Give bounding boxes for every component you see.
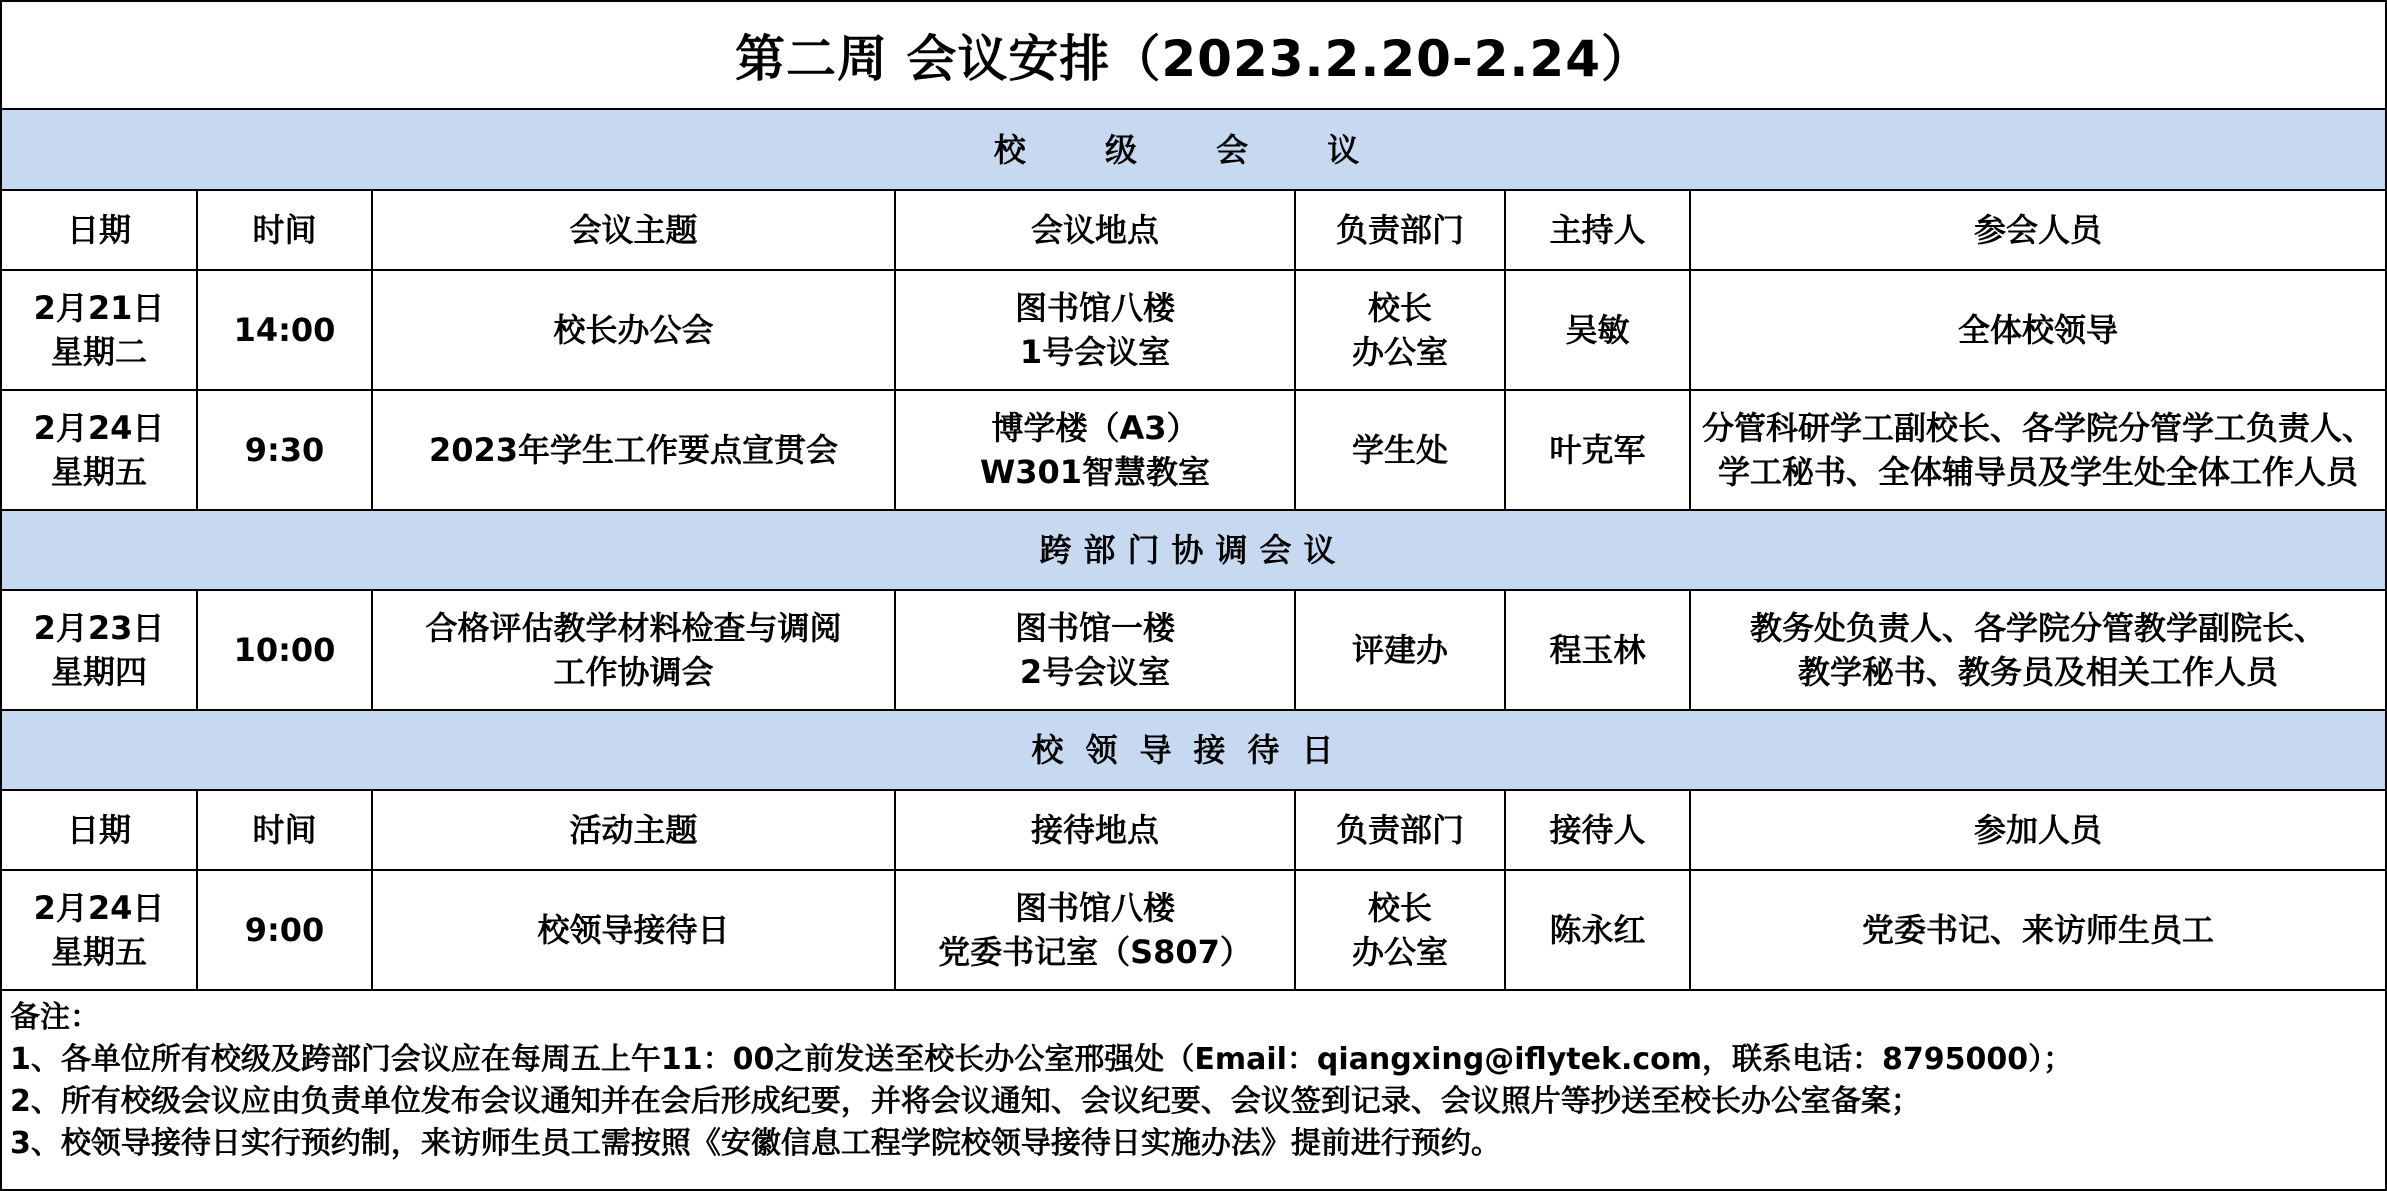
notes-label: 备注： bbox=[10, 1000, 100, 1035]
note-item: 1、各单位所有校级及跨部门会议应在每周五上午11：00之前发送至校长办公室邢强处（Email：qiangxing@iflytek.com，联系电话：8795000）； bbox=[10, 1042, 2074, 1077]
date-cell: 2月21日 星期二 bbox=[2, 270, 197, 390]
dept-cell: 校长 办公室 bbox=[1295, 270, 1505, 390]
host-cell: 陈永红 bbox=[1505, 870, 1690, 990]
location-cell: 图书馆八楼 党委书记室（S807） bbox=[895, 870, 1295, 990]
topic-cell: 校长办公会 bbox=[372, 270, 895, 390]
notes-section bbox=[2, 991, 2385, 1171]
section-header-reception bbox=[2, 710, 2385, 790]
dept-cell: 学生处 bbox=[1295, 390, 1505, 510]
time-cell: 14:00 bbox=[197, 270, 372, 390]
table-row bbox=[2, 270, 2385, 390]
attendees-cell: 分管科研学工副校长、各学院分管学工负责人、 学工秘书、全体辅导员及学生处全体工作人员 bbox=[1690, 390, 2385, 510]
host-cell: 叶克军 bbox=[1505, 390, 1690, 510]
dept-cell: 评建办 bbox=[1295, 590, 1505, 710]
column-header-attendees: 参会人员 bbox=[1690, 190, 2385, 270]
time-cell: 10:00 bbox=[197, 590, 372, 710]
location-cell: 图书馆一楼 2号会议室 bbox=[895, 590, 1295, 710]
section-header-cross bbox=[2, 510, 2385, 590]
host-cell: 吴敏 bbox=[1505, 270, 1690, 390]
column-header-host: 接待人 bbox=[1505, 790, 1690, 870]
topic-cell: 2023年学生工作要点宣贯会 bbox=[372, 390, 895, 510]
attendees-cell: 全体校领导 bbox=[1690, 270, 2385, 390]
location-cell: 博学楼（A3） W301智慧教室 bbox=[895, 390, 1295, 510]
column-header-row bbox=[2, 790, 2385, 870]
column-header-location: 会议地点 bbox=[895, 190, 1295, 270]
column-header-host: 主持人 bbox=[1505, 190, 1690, 270]
column-header-time: 时间 bbox=[197, 790, 372, 870]
time-cell: 9:00 bbox=[197, 870, 372, 990]
host-cell: 程玉林 bbox=[1505, 590, 1690, 710]
date-cell: 2月24日 星期五 bbox=[2, 390, 197, 510]
section-title-school: 校 级 会 议 bbox=[2, 110, 2385, 190]
note-item: 2、所有校级会议应由负责单位发布会议通知并在会后形成纪要，并将会议通知、会议纪要、会议签到记录、会议照片等抄送至校长办公室备案； bbox=[10, 1084, 1921, 1119]
attendees-cell: 教务处负责人、各学院分管教学副院长、 教学秘书、教务员及相关工作人员 bbox=[1690, 590, 2385, 710]
date-cell: 2月24日 星期五 bbox=[2, 870, 197, 990]
page-title: 第二周 会议安排（2023.2.20-2.24） bbox=[2, 2, 2385, 110]
column-header-location: 接待地点 bbox=[895, 790, 1295, 870]
column-header-row bbox=[2, 190, 2385, 270]
topic-cell: 校领导接待日 bbox=[372, 870, 895, 990]
attendees-cell: 党委书记、来访师生员工 bbox=[1690, 870, 2385, 990]
section-title-cross: 跨部门协调会议 bbox=[2, 510, 2385, 590]
section-title-reception: 校领导接待日 bbox=[2, 710, 2385, 790]
time-cell: 9:30 bbox=[197, 390, 372, 510]
date-cell: 2月23日 星期四 bbox=[2, 590, 197, 710]
column-header-dept: 负责部门 bbox=[1295, 790, 1505, 870]
section-header-school bbox=[2, 110, 2385, 190]
dept-cell: 校长 办公室 bbox=[1295, 870, 1505, 990]
column-header-time: 时间 bbox=[197, 190, 372, 270]
location-cell: 图书馆八楼 1号会议室 bbox=[895, 270, 1295, 390]
column-header-date: 日期 bbox=[2, 190, 197, 270]
table-row bbox=[2, 870, 2385, 990]
column-header-attendees: 参加人员 bbox=[1690, 790, 2385, 870]
note-item: 3、校领导接待日实行预约制，来访师生员工需按照《安徽信息工程学院校领导接待日实施办法》提前进行预约。 bbox=[10, 1126, 1501, 1161]
table-row bbox=[2, 390, 2385, 510]
table-row bbox=[2, 590, 2385, 710]
column-header-date: 日期 bbox=[2, 790, 197, 870]
schedule-table bbox=[2, 110, 2385, 991]
topic-cell: 合格评估教学材料检查与调阅 工作协调会 bbox=[372, 590, 895, 710]
column-header-dept: 负责部门 bbox=[1295, 190, 1505, 270]
column-header-topic: 活动主题 bbox=[372, 790, 895, 870]
column-header-topic: 会议主题 bbox=[372, 190, 895, 270]
